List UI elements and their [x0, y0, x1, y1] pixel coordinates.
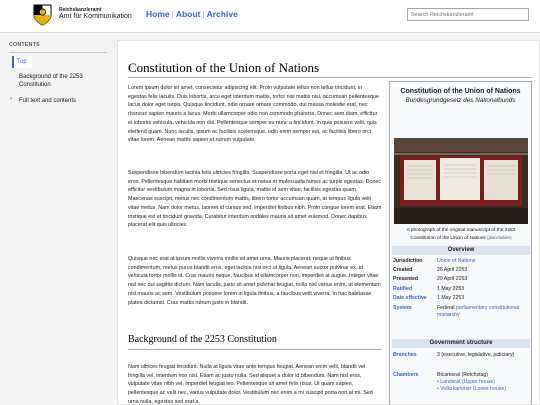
chambers-value-text: Bicameral (Reichstag) [437, 372, 489, 378]
photo-caption [394, 227, 528, 242]
infobox-value: 1 May 2253 [437, 286, 465, 292]
infobox-key-link[interactable]: System [393, 305, 412, 311]
chevron-right-icon[interactable]: › [10, 96, 12, 102]
infobox-key: Presented [393, 276, 419, 282]
site-header [0, 0, 540, 33]
coat-of-arms-icon[interactable] [33, 4, 52, 26]
paragraph: Lorem ipsum dolor sit amet, consectetur adipiscing elit. Proin vulputate tellus non tellus tincidunt, in egestas felis iaculis. Duis lobortis, arcu eget interdum mattis, tortor nisi mattis nisl, accumsan pellentesque lacus dolor eget turpis. Quisque tincidunt, odio ornare ornare commodo, dui massa molestie erat, nec rhoncus sapien mauris a lacus. Morbi ullamcorper odio non commodo pharetra. Donec sem diam, efficitur et lobortis vehicula, vehicula non dui. Pellentesque semper eu nunc a tincidunt. In quis posuere velit, quis eleifend quam. Nunc iaculis, ipsum ac facilisis scelerisque, odio enim semper est, ac facilisis libero orci vitae lorem. Aenean mattis sapien et rutrum vulputate. [128, 85, 379, 144]
infobox-value: 26 April 2253 [437, 267, 468, 273]
manuscript-photo[interactable] [394, 138, 528, 224]
nav-archive-link[interactable]: Archive [206, 9, 238, 19]
section-divider [128, 349, 382, 350]
page-title: Constitution of the Union of Nations [128, 60, 320, 75]
infobox-header [391, 83, 530, 117]
infobox-section-overview: Overview [392, 246, 530, 255]
infobox-value [437, 305, 529, 319]
infobox-value-link[interactable]: Union of Nations [437, 258, 476, 264]
infobox [389, 81, 532, 405]
infobox-native-name: Bundesgrundgesetz des Nationalbunds [405, 97, 516, 104]
organization-name[interactable] [59, 7, 132, 20]
infobox-section-government: Government structure [392, 339, 530, 348]
title-divider [128, 77, 531, 78]
photo-caption-placeholder: (placeholder) [487, 235, 512, 240]
chambers-lower-link[interactable]: • Volkskammer (Lower house) [437, 386, 506, 392]
toc-item-background[interactable]: Background of the 2253 Constitution [19, 74, 83, 88]
system-value-link[interactable]: parliamentary constitutional monarchy [437, 305, 520, 318]
nav-home-link[interactable]: Home [146, 9, 170, 19]
org-small-label: Reichskanzleramt [59, 7, 102, 13]
search-input[interactable]: Search Reichskanzleramt [407, 8, 529, 21]
nav-separator: | [171, 9, 174, 19]
section-heading: Background of the 2253 Constitution [128, 334, 277, 345]
sidebar-toc [0, 33, 117, 405]
infobox-key: Jurisdiction [393, 258, 423, 264]
infobox-key-link[interactable]: Date effective [393, 295, 427, 301]
infobox-value [437, 372, 529, 393]
photo-caption-text: A photograph of the original manuscript of the 2253 Constitution of the Union of Nations [406, 228, 516, 241]
paragraph: Suspendisse bibendum lacinia felis ultricies fringilla. Suspendisse porta eget nisl et fringilla. Ut ac odio eros. Pellentesque habitant morbi tristique senectus et netus et malesuada fames ac turpis egestas. Donec efficitur vestibulum magna in lobortis. Sed risus ligula, mattis id sem vitae, facilisis egestas quam. Maecenas suscipit, metus nec condimentum mattis, libero tortor accumsan quam, at tempus ligula velit vitae metus. Nam dolor metus, laoreet id cursus sed, imperdiet finibus nibh. Proin congue lorem erat. Etiam tristique est et tincidunt gravida. Curabitur interdum sodales mauris sit amet euismod. Donec dapibus placerat elit quis ultricies. [128, 170, 382, 229]
infobox-key-link[interactable]: Ratified [393, 286, 413, 292]
infobox-key-link[interactable]: Branches [393, 352, 417, 358]
toc-title: CONTENTS [9, 42, 40, 48]
infobox-value: 29 April 2253 [437, 276, 468, 282]
nav-about-link[interactable]: About [175, 9, 201, 19]
toc-divider [9, 52, 107, 53]
paragraph: Quisque nec erat at ipsum mollis viverra mollis sit amet urna. Mauris placerat, neque ut finibus condimentum, metus purus blandit eros, eget lacinia nisi orci ut ligula. Aenean auctor pulvinar ex, id vehicula tortor mollis id. Cras mauris neque, faucibus id ullamcorper non, imperdiet at augue. Integer vitae nisl nec dui sagittis dictum. Nam iaculis, justo sit amet pulvinar feugiat, nulla nisl varius enim, ut elementum nisl mauris ac sem. Vestibulum posuere lorem in ligula finibus, a faucibus velit viverra. In hac habitasse platea dictumst. Cras mattis rutrum justo in blandit. [128, 256, 381, 306]
article-content [117, 40, 540, 405]
main-nav [146, 9, 238, 19]
infobox-key-link[interactable]: Chambers [393, 372, 419, 378]
paragraph: Nam ultrices feugiat tincidunt. Nulla at ligula vitae ante tempus feugiat. Aenean enim velit, blandit vel fringilla vel, interdum non nisl. Etiam ac justo nulla. Sed aliquet a dolor id bibendum. Nam nisl eros, vulputate vitae nibh vel, imperdiet feugiat leo. Pellentesque sit amet felis risus. Ut quam sapien, pellentesque ac velit nec, varius vulputate dolor. Vestibulum nec enim a mi suscipit porta non at mi. Sed urna nulla, egestas sed erat a, [128, 364, 373, 405]
system-value-text: Federal [437, 305, 457, 311]
chambers-upper-link[interactable]: • Landsrat (Upper house) [437, 379, 496, 385]
infobox-title: Constitution of the Union of Nations [400, 88, 521, 95]
infobox-value: 1 May 2253 [437, 295, 465, 301]
infobox-value: 3 (executive, legislative, judiciary) [437, 352, 515, 358]
toc-item-top[interactable]: Top [12, 56, 32, 68]
infobox-key: Created [393, 267, 413, 273]
toc-item-full-text[interactable]: Full text and contents [19, 98, 77, 104]
org-department-label: Amt für Kommunikation [59, 13, 132, 20]
nav-separator: | [202, 9, 205, 19]
